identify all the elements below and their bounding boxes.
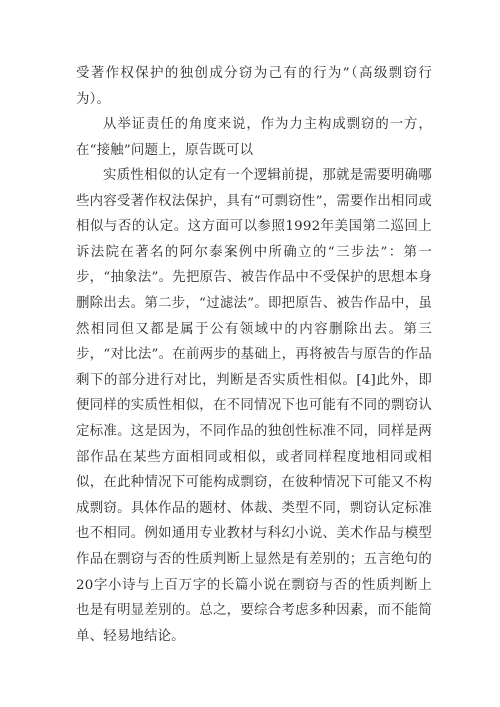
paragraph-continuation: 受著作权保护的独创成分窃为己有的行为”（高级剽窃行为）。	[76, 66, 432, 107]
paragraph-burden-of-proof: 从举证责任的角度来说，作为力主构成剽窃的一方，在“接触”问题上，原告既可以	[76, 117, 432, 158]
paragraph-substantial-similarity: 实质性相似的认定有一个逻辑前提，那就是需要明确哪些内容受著作权法保护，具有“可剽窃性”，需要作出相同或相似与否的认定。这方面可以参照1992年美国第二巡回上诉法院在著名的阿尔泰案例中所确立的“三步法”：第一步，“抽象法”。先把原告、被告作品中不受保护的思想本身删除出去。第二步，“过滤法”。即把原告、被告作品中，虽然相同但又都是属于公有领域中的内容删除出去。第三步，“对比法”。在前两步的基础上，再将被告与原告的作品剩下的部分进行对比，判断是否实质性相似。[4]此外，即便同样的实质性相似，在不同情况下也可能有不同的剽窃认定标准。这是因为，不同作品的独创性标准不同，同样是两部作品在某些方面相同或相似，或者同样程度地相同或相似，在此种情况下可能构成剽窃，在彼种情况下可能又不构成剽窃。具体作品的题材、体裁、类型不同，剽窃认定标准也不相同。例如通用专业教材与科幻小说、美术作品与模型作品在剽窃与否的性质判断上显然是有差别的；五言绝句的20字小诗与上百万字的长篇小说在剽窃与否的性质判断上也是有明显差别的。总之，要综合考虑多种因素，而不能简单、轻易地结论。	[76, 168, 432, 644]
